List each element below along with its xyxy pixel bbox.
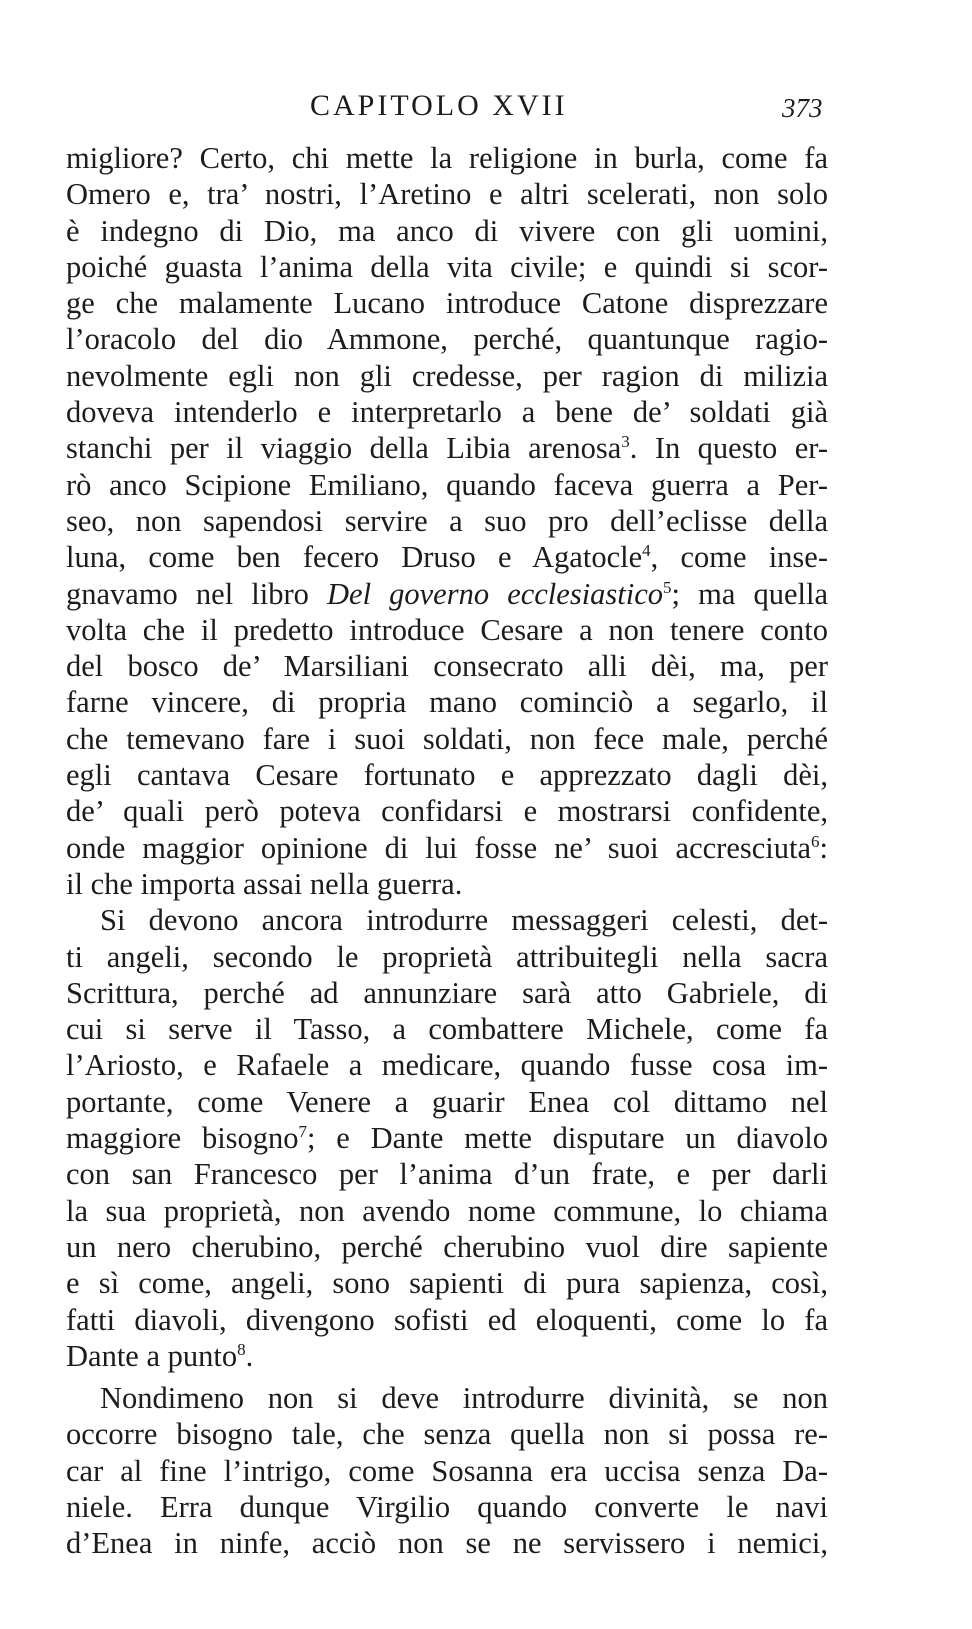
text-line bbox=[66, 285, 828, 321]
line-text: cui si serve il Tasso, a combattere Michele, come fa bbox=[66, 1012, 828, 1047]
line-text: portante, come Venere a guarir Enea col dittamo nel bbox=[66, 1084, 828, 1119]
text-line bbox=[66, 793, 828, 829]
line-text-continued: . bbox=[245, 1338, 254, 1373]
text-line bbox=[66, 1265, 828, 1301]
text-line bbox=[66, 1193, 828, 1229]
text-line bbox=[66, 1156, 828, 1192]
text-line bbox=[66, 576, 828, 612]
text-line bbox=[66, 140, 828, 176]
text-line bbox=[66, 1047, 828, 1083]
text-line bbox=[66, 358, 828, 394]
line-text: con san Francesco per l’anima d’un frate, e per darli bbox=[66, 1157, 828, 1192]
text-line bbox=[66, 1453, 828, 1489]
footnote-marker: 6 bbox=[811, 831, 820, 851]
text-line bbox=[66, 249, 828, 285]
text-line bbox=[66, 1229, 828, 1265]
line-text: maggiore bisogno bbox=[66, 1121, 299, 1156]
line-text: fatti diavoli, divengono sofisti ed eloquenti, come lo fa bbox=[66, 1302, 828, 1337]
text-line bbox=[66, 394, 828, 430]
text-line bbox=[66, 684, 828, 720]
text-line bbox=[66, 721, 828, 757]
line-text: Nondimeno non si deve introdurre divinità, se non bbox=[100, 1381, 828, 1416]
text-line bbox=[66, 321, 828, 357]
line-text: l’Ariosto, e Rafaele a medicare, quando fusse cosa im- bbox=[66, 1048, 828, 1083]
line-text: ti angeli, secondo le proprietà attribuitegli nella sacra bbox=[66, 939, 828, 974]
text-line bbox=[66, 830, 828, 866]
running-head bbox=[0, 86, 972, 126]
paragraph-3 bbox=[66, 1380, 828, 1561]
text-line bbox=[66, 176, 828, 212]
text-line bbox=[66, 939, 828, 975]
text-line bbox=[66, 612, 828, 648]
text-line bbox=[66, 213, 828, 249]
footnote-marker: 4 bbox=[642, 541, 651, 561]
chapter-title: CAPITOLO XVII bbox=[310, 89, 568, 122]
text-line bbox=[66, 1416, 828, 1452]
text-line bbox=[66, 757, 828, 793]
text-line bbox=[66, 539, 828, 575]
line-text: Dante a punto bbox=[66, 1338, 238, 1373]
text-line bbox=[66, 648, 828, 684]
paragraph-2 bbox=[66, 902, 828, 1374]
text-line bbox=[66, 1120, 828, 1156]
line-text: occorre bisogno tale, che senza quella non si possa re- bbox=[66, 1417, 828, 1452]
line-text: Si devono ancora introdurre messaggeri celesti, det- bbox=[100, 903, 828, 938]
text-line bbox=[66, 866, 828, 902]
line-text: il che importa assai nella guerra. bbox=[66, 866, 463, 901]
text-line bbox=[66, 1338, 828, 1374]
text-line bbox=[66, 902, 828, 938]
line-text: migliore? Certo, chi mette la religione in burla, come fa bbox=[66, 141, 828, 175]
line-text: seo, non sapendosi servire a suo pro dell’eclisse della bbox=[66, 503, 828, 538]
line-text: stanchi per il viaggio della Libia arenosa bbox=[66, 431, 622, 466]
text-line bbox=[66, 1380, 828, 1416]
line-text: nevolmente egli non gli credesse, per ragion di milizia bbox=[66, 358, 828, 393]
footnote-marker: 3 bbox=[621, 432, 630, 452]
text-line bbox=[66, 1302, 828, 1338]
line-text: un nero cherubino, perché cherubino vuol dire sapiente bbox=[66, 1229, 828, 1264]
text-line bbox=[66, 975, 828, 1011]
footnote-marker: 5 bbox=[663, 577, 672, 597]
text-line bbox=[66, 1525, 828, 1561]
line-text-continued: ; e Dante mette disputare un diavolo bbox=[307, 1121, 828, 1156]
line-text: egli cantava Cesare fortunato e apprezzato dagli dèi, bbox=[66, 758, 828, 793]
line-text: farne vincere, di propria mano cominciò a segarlo, il bbox=[66, 685, 828, 720]
text-line bbox=[66, 1084, 828, 1120]
line-text: che temevano fare i suoi soldati, non fece male, perché bbox=[66, 721, 828, 756]
line-text: rò anco Scipione Emiliano, quando faceva guerra a Per- bbox=[66, 467, 828, 502]
page-number: 373 bbox=[782, 93, 823, 123]
body-text bbox=[66, 140, 828, 1562]
line-text: d’Enea in ninfe, acciò non se ne servissero i nemici, bbox=[66, 1526, 828, 1561]
footnote-marker: 8 bbox=[237, 1339, 246, 1359]
line-text: l’oracolo del dio Ammone, perché, quantunque ragio- bbox=[66, 322, 828, 357]
line-text: de’ quali però poteva confidarsi e mostrarsi confidente, bbox=[66, 794, 828, 829]
line-text: ge che malamente Lucano introduce Catone disprezzare bbox=[66, 286, 828, 321]
italic-title: Del governo ecclesiastico bbox=[327, 576, 664, 611]
line-text: poiché guasta l’anima della vita civile; e quindi si scor- bbox=[66, 249, 828, 284]
line-text: del bosco de’ Marsiliani consecrato alli dèi, ma, per bbox=[66, 649, 828, 684]
line-text: la sua proprietà, non avendo nome commune, lo chiama bbox=[66, 1193, 828, 1228]
line-text: Omero e, tra’ nostri, l’Aretino e altri scelerati, non solo bbox=[66, 177, 828, 212]
text-line bbox=[66, 503, 828, 539]
paragraph-1 bbox=[66, 140, 828, 902]
line-text: doveva intenderlo e interpretarlo a bene de’ soldati già bbox=[66, 395, 828, 430]
line-text: onde maggior opinione di lui fosse ne’ suoi accresciuta bbox=[66, 830, 812, 865]
line-text: volta che il predetto introduce Cesare a non tenere conto bbox=[66, 612, 828, 647]
line-text-continued: , come inse- bbox=[650, 540, 828, 575]
line-text: gnavamo nel libro bbox=[66, 576, 327, 611]
text-line bbox=[66, 1489, 828, 1525]
line-text: è indegno di Dio, ma anco di vivere con gli uomini, bbox=[66, 213, 828, 248]
line-text: car al fine l’intrigo, come Sosanna era uccisa senza Da- bbox=[66, 1453, 828, 1488]
line-text: e sì come, angeli, sono sapienti di pura sapienza, così, bbox=[66, 1266, 828, 1301]
text-line bbox=[66, 430, 828, 466]
line-text: niele. Erra dunque Virgilio quando converte le navi bbox=[66, 1489, 828, 1524]
line-text-continued: . In questo er- bbox=[629, 431, 829, 466]
line-text: Scrittura, perché ad annunziare sarà atto Gabriele, di bbox=[66, 975, 828, 1010]
text-line bbox=[66, 467, 828, 503]
line-text: luna, come ben fecero Druso e Agatocle bbox=[66, 540, 643, 575]
line-text-continued: ; ma quella bbox=[671, 576, 829, 611]
text-line bbox=[66, 1011, 828, 1047]
line-text-continued: : bbox=[819, 830, 828, 865]
footnote-marker: 7 bbox=[298, 1122, 308, 1142]
